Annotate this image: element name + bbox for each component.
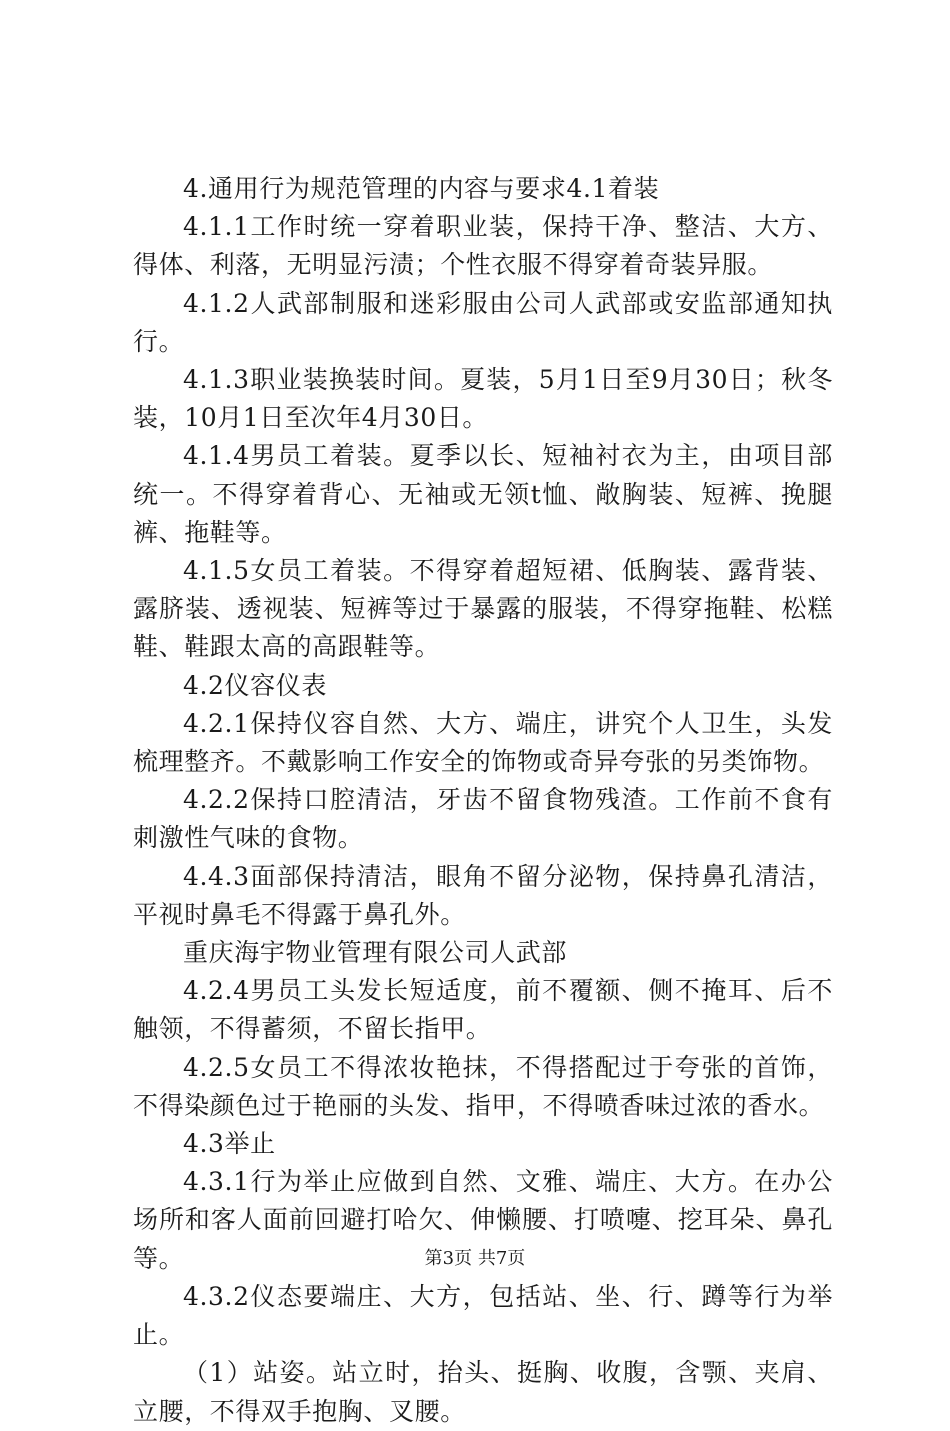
paragraph-4-4-3: 4.4.3面部保持清洁，眼角不留分泌物，保持鼻孔清洁，平视时鼻毛不得露于鼻孔外。 — [133, 861, 833, 929]
paragraph-4-2-4: 4.2.4男员工头发长短适度，前不覆额、侧不掩耳、后不触领，不得蓄须，不留长指甲。 — [133, 976, 833, 1044]
paragraph-4-1-5: 4.1.5女员工着装。不得穿着超短裙、低胸装、露背装、露脐装、透视装、短裤等过于暴露的服装，不得穿拖鞋、松糕鞋、鞋跟太高的高跟鞋等。 — [133, 556, 833, 662]
paragraph-4-1-3: 4.1.3职业装换装时间。夏装，5月1日至9月30日；秋冬装，10月1日至次年4月30日。 — [133, 365, 833, 433]
paragraph-4-1-4: 4.1.4男员工着装。夏季以长、短袖衬衣为主，由项目部统一。不得穿着背心、无袖或无领t恤、敞胸装、短裤、挽腿裤、拖鞋等。 — [133, 441, 833, 547]
paragraph-4-1-1: 4.1.1工作时统一穿着职业装，保持干净、整洁、大方、得体、利落，无明显污渍；个性衣服不得穿着奇装异服。 — [133, 212, 833, 280]
paragraph-standing-posture: （1）站姿。站立时，抬头、挺胸、收腹，含颚、夹肩、立腰，不得双手抱胸、叉腰。 — [133, 1358, 833, 1426]
page-footer: 第3页 共7页 — [424, 1248, 526, 1269]
company-name-line: 重庆海宇物业管理有限公司人武部 — [183, 938, 568, 968]
paragraph-4-3-1: 4.3.1行为举止应做到自然、文雅、端庄、大方。在办公场所和客人面前回避打哈欠、伸懒腰、打喷嚏、挖耳朵、鼻孔等。 — [133, 1167, 833, 1273]
document-body — [133, 170, 833, 1431]
paragraph-4-3-2: 4.3.2仪态要端庄、大方，包括站、坐、行、蹲等行为举止。 — [133, 1281, 833, 1350]
paragraph-4-2-2: 4.2.2保持口腔清洁，牙齿不留食物残渣。工作前不食有刺激性气味的食物。 — [133, 785, 833, 853]
section-heading-4-3: 4.3举止 — [183, 1129, 276, 1159]
paragraph-4-2-5: 4.2.5女员工不得浓妆艳抹，不得搭配过于夸张的首饰，不得染颜色过于艳丽的头发、指甲，不得喷香味过浓的香水。 — [133, 1052, 833, 1120]
section-heading-4-2: 4.2仪容仪表 — [183, 670, 327, 700]
paragraph-4-2-1: 4.2.1保持仪容自然、大方、端庄，讲究个人卫生，头发梳理整齐。不戴影响工作安全的饰物或奇异夸张的另类饰物。 — [133, 708, 833, 777]
heading-4: 4.通用行为规范管理的内容与要求4.1着装 — [183, 174, 660, 203]
paragraph-4-1-2: 4.1.2人武部制服和迷彩服由公司人武部或安监部通知执行。 — [133, 288, 833, 356]
